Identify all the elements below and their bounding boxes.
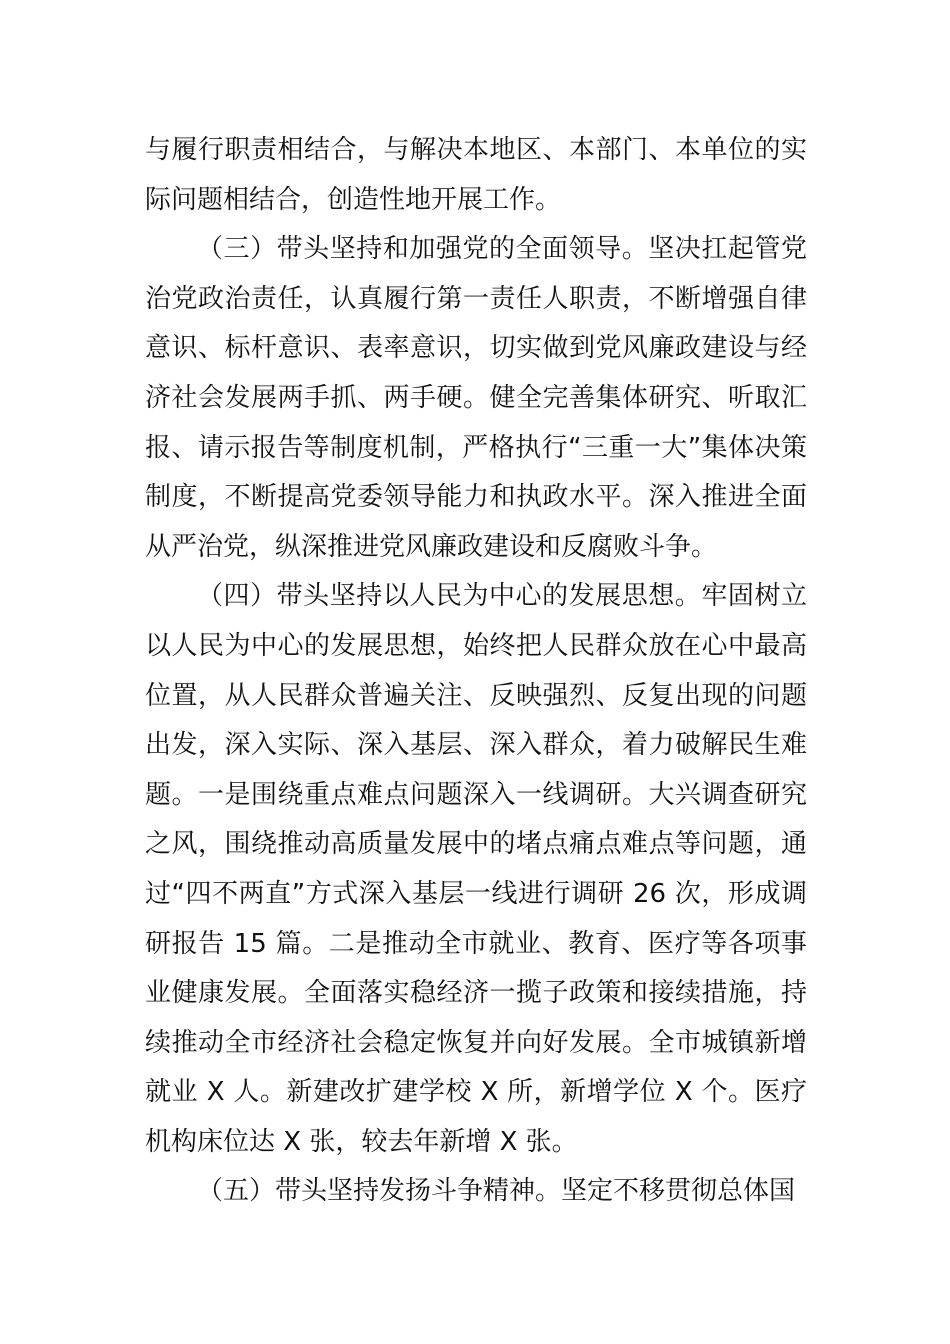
paragraph-section-4: （四）带头坚持以人民为中心的发展思想。牢固树立以人民为中心的发展思想，始终把人民群众放在心中最高位置，从人民群众普遍关注、反映强烈、反复出现的问题出发，深入实际、深入基层、深入群众，着力破解民生难题。一是围绕重点难点问题深入一线调研。大兴调查研究之风，围绕推动高质量发展中的堵点痛点难点等问题，通过“四不两直”方式深入基层一线进行调研 26 次，形成调研报告 15 篇。二是推动全市就业、教育、医疗等各项事业健康发展。全面落实稳经济一揽子政策和接续措施，持续推动全市经济社会稳定恢复并向好发展。全市城镇新增就业 X 人。新建改扩建学校 X 所，新增学位 X 个。医疗机构床位达 X 张，较去年新增 X 张。: [145, 581, 807, 1157]
paragraph-continuation: 与履行职责相结合，与解决本地区、本部门、本单位的实际问题相结合，创造性地开展工作。: [145, 135, 807, 215]
paragraph-section-3: （三）带头坚持和加强党的全面领导。坚决扛起管党治党政治责任，认真履行第一责任人职责，不断增强自律意识、标杆意识、表率意识，切实做到党风廉政建设与经济社会发展两手抓、两手硬。健全完善集体研究、听取汇报、请示报告等制度机制，严格执行“三重一大”集体决策制度，不断提高党委领导能力和执政水平。深入推进全面从严治党，纵深推进党风廉政建设和反腐败斗争。: [145, 234, 807, 562]
document-body: [145, 126, 807, 1217]
paragraph-section-5: （五）带头坚持发扬斗争精神。坚定不移贯彻总体国: [197, 1176, 796, 1207]
